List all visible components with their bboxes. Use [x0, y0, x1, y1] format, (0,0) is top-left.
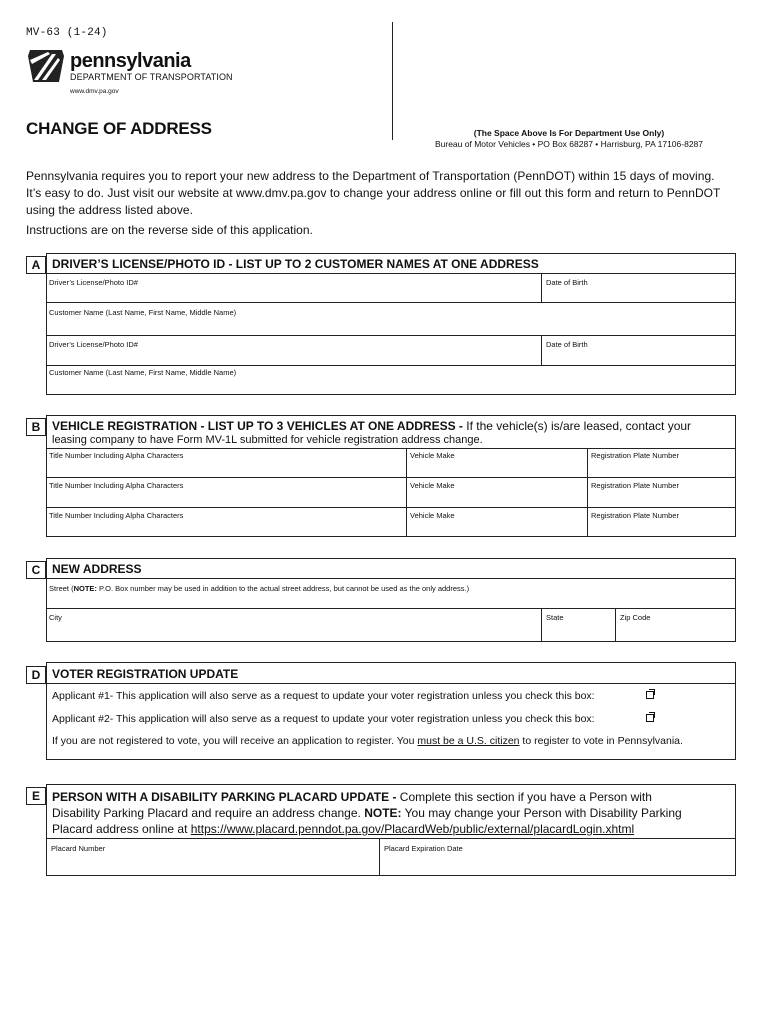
section-e-letter: E — [26, 787, 46, 805]
section-a-sep-2 — [541, 335, 542, 365]
section-e-line-2-pre: Disability Parking Placard and require an address change. — [52, 806, 365, 820]
section-e-line-3 — [52, 822, 634, 836]
applicant-2-text: Applicant #2- This application will also serve as a request to update your voter registration unless you check this box: — [52, 713, 595, 725]
section-a-rule — [46, 273, 736, 274]
section-b-rule-2 — [46, 477, 736, 478]
section-b-sep-2 — [587, 448, 588, 537]
placard-number-field[interactable]: Placard Number — [51, 844, 106, 853]
section-e-line-2 — [52, 806, 682, 820]
section-c-rule-2 — [46, 608, 736, 609]
section-e-heading-bold: PERSON WITH A DISABILITY PARKING PLACARD UPDATE - — [52, 790, 397, 804]
section-b-letter: B — [26, 418, 46, 436]
section-b-heading-rest: If the vehicle(s) is/are leased, contact your — [466, 419, 692, 433]
customer-name-2-field[interactable]: Customer Name (Last Name, First Name, Middle Name) — [49, 368, 237, 377]
customer-name-1-field[interactable]: Customer Name (Last Name, First Name, Middle Name) — [49, 308, 237, 317]
state-field[interactable]: State — [546, 613, 564, 622]
placard-online-link[interactable]: https://www.placard.penndot.pa.gov/PlacardWeb/public/external/placardLogin.xhtml — [190, 822, 635, 836]
license-2-field[interactable]: Driver’s License/Photo ID# — [49, 340, 138, 349]
section-e-line-3-pre: Placard address online at — [52, 822, 191, 836]
form-id: MV-63 (1-24) — [26, 27, 108, 39]
header-divider — [392, 22, 393, 140]
section-b-subline: leasing company to have Form MV-1L submitted for vehicle registration address change. — [52, 434, 483, 446]
city-field[interactable]: City — [49, 613, 62, 622]
section-e-sep — [379, 838, 380, 876]
department-name: DEPARTMENT OF TRANSPORTATION — [70, 72, 233, 82]
section-e-line-2-post: You may change your Person with Disability Parking — [401, 806, 682, 820]
section-c-box — [46, 558, 736, 642]
applicant-1-text: Applicant #1- This application will also serve as a request to update your voter registration unless you check this box: — [52, 690, 595, 702]
applicant-1-checkbox[interactable] — [646, 691, 654, 699]
section-c-letter: C — [26, 561, 46, 579]
section-d-rule — [46, 683, 736, 684]
street-field[interactable] — [49, 584, 469, 593]
section-a-rule-2 — [46, 302, 736, 303]
section-b-sep-1 — [406, 448, 407, 537]
section-b-heading-bold: VEHICLE REGISTRATION - LIST UP TO 3 VEHICLES AT ONE ADDRESS - — [52, 419, 463, 433]
dob-1-field[interactable]: Date of Birth — [546, 278, 588, 287]
title-number-2-field[interactable]: Title Number Including Alpha Characters — [49, 481, 184, 490]
section-e-note-bold: NOTE: — [364, 806, 402, 820]
department-use-note: (The Space Above Is For Department Use Only) — [473, 128, 665, 138]
section-e-heading-rest: Complete this section if you have a Person with — [399, 790, 652, 804]
website-link[interactable]: www.dmv.pa.gov — [70, 88, 119, 95]
title-number-3-field[interactable]: Title Number Including Alpha Characters — [49, 511, 184, 520]
section-a-sep-1 — [541, 273, 542, 302]
street-label: Street ( — [49, 584, 74, 593]
street-note-bold: NOTE: — [73, 584, 97, 593]
voter-notice — [52, 735, 683, 747]
plate-number-3-field[interactable]: Registration Plate Number — [591, 511, 679, 520]
section-e-rule — [46, 838, 736, 839]
section-a-rule-3 — [46, 335, 736, 336]
penndot-keystone-logo-icon — [26, 46, 66, 86]
dob-2-field[interactable]: Date of Birth — [546, 340, 588, 349]
voter-notice-pre: If you are not registered to vote, you will receive an application to register. You — [52, 735, 418, 747]
section-c-sep-1 — [541, 608, 542, 642]
intro-line-3: using the address listed above. — [26, 203, 193, 217]
applicant-2-checkbox[interactable] — [646, 714, 654, 722]
intro-paragraph — [26, 168, 746, 219]
instructions-note: Instructions are on the reverse side of this application. — [26, 223, 313, 237]
voter-notice-citizen: must be a U.S. citizen — [417, 735, 520, 747]
title-number-1-field[interactable]: Title Number Including Alpha Characters — [49, 451, 184, 460]
plate-number-1-field[interactable]: Registration Plate Number — [591, 451, 679, 460]
vehicle-make-1-field[interactable]: Vehicle Make — [410, 451, 455, 460]
placard-expiration-field[interactable]: Placard Expiration Date — [384, 844, 463, 853]
street-note: P.O. Box number may be used in addition to the actual street address, but cannot be used as the only address.) — [96, 584, 470, 593]
vehicle-make-3-field[interactable]: Vehicle Make — [410, 511, 455, 520]
brand-name: pennsylvania — [70, 50, 191, 72]
section-a-heading: DRIVER’S LICENSE/PHOTO ID - LIST UP TO 2 CUSTOMER NAMES AT ONE ADDRESS — [52, 257, 539, 271]
section-a-letter: A — [26, 256, 46, 274]
section-c-sep-2 — [615, 608, 616, 642]
section-d-heading: VOTER REGISTRATION UPDATE — [52, 667, 239, 681]
section-b-rule — [46, 448, 736, 449]
vehicle-make-2-field[interactable]: Vehicle Make — [410, 481, 455, 490]
section-e-heading — [52, 790, 652, 804]
intro-line-2: It’s easy to do. Just visit our website at www.dmv.pa.gov to change your address online or fill out this form and return to PennDOT — [26, 186, 721, 200]
section-c-heading: NEW ADDRESS — [52, 562, 142, 576]
section-a-rule-4 — [46, 365, 736, 366]
section-d-letter: D — [26, 666, 46, 684]
section-b-heading — [52, 419, 691, 433]
voter-notice-post: to register to vote in Pennsylvania. — [519, 735, 683, 747]
license-1-field[interactable]: Driver’s License/Photo ID# — [49, 278, 138, 287]
section-b-rule-3 — [46, 507, 736, 508]
plate-number-2-field[interactable]: Registration Plate Number — [591, 481, 679, 490]
intro-line-1: Pennsylvania requires you to report your new address to the Department of Transportation (PennDOT) within 15 days of moving. — [26, 169, 715, 183]
page-title: CHANGE OF ADDRESS — [26, 119, 212, 138]
section-c-rule — [46, 578, 736, 579]
zip-code-field[interactable]: Zip Code — [620, 613, 651, 622]
bureau-address: Bureau of Motor Vehicles • PO Box 68287 • Harrisburg, PA 17106-8287 — [434, 139, 704, 149]
